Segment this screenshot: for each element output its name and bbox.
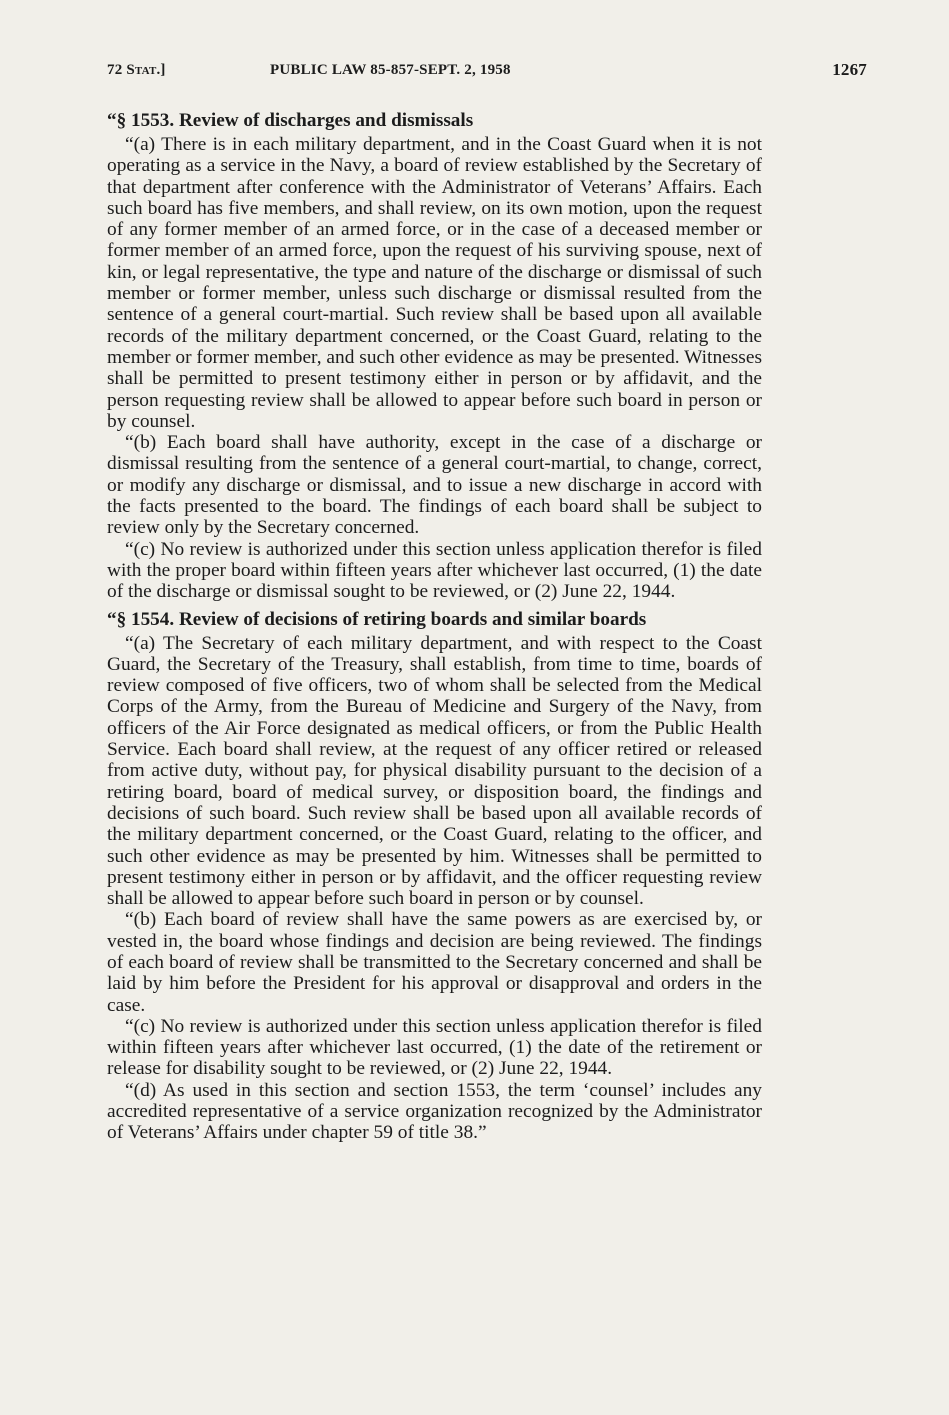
section-1554-paragraph-d: “(d) As used in this section and section 1553, the term ‘counsel’ includes any accredited representative of a service organization recognized by the Administrator of Veterans’ Affairs under chapter 59 of title 38.” [107, 1079, 762, 1144]
page-number: 1267 [832, 60, 867, 79]
section-1554-paragraph-a: “(a) The Secretary of each military department, and with respect to the Coast Guard, the Secretary of the Treasury, shall establish, from time to time, boards of review composed of five officers, two of whom shall be selected from the Medical Corps of the Army, from the Bureau of Medicine and Surgery of the Navy, from officers of the Air Force designated as medical officers, or from the Public Health Service. Each board shall review, at the request of any officer retired or released from active duty, without pay, for physical disability pursuant to the decision of a retiring board, board of medical survey, or disposition board, the findings and decisions of such board. Such review shall be based upon all available records of the military department concerned, or the Coast Guard, relating to the officer, and such other evidence as may be presented by him. Witnesses shall be permitted to present testimony either in person or by affidavit, and the officer requesting review shall be allowed to appear before such board in person or by counsel. [107, 632, 762, 910]
section-1553-heading: “§ 1553. Review of discharges and dismissals [107, 110, 474, 131]
section-1554-paragraph-c: “(c) No review is authorized under this section unless application therefor is filed within fifteen years after whichever last occurred, (1) the date of the retirement or release for disability sought to be reviewed, or (2) June 22, 1944. [107, 1015, 762, 1080]
section-1554-heading: “§ 1554. Review of decisions of retiring boards and similar boards [107, 608, 647, 630]
statute-volume: 72 Stat.] [107, 62, 166, 78]
section-1553-paragraph-a: “(a) There is in each military department, and in the Coast Guard when it is not operating as a service in the Navy, a board of review established by the Secretary of that department after conference with the Administrator of Veterans’ Affairs. Each such board has five members, and shall review, on its own motion, upon the request of any former member of an armed force, or in the case of a deceased member or former member of an armed force, upon the request of his surviving spouse, next of kin, or legal representative, the type and nature of the discharge or dismissal of such member or former member, unless such discharge or dismissal resulted from the sentence of a general court-martial. Such review shall be based upon all available records of the military department concerned, or the Coast Guard, relating to the member or former member, and such other evidence as may be presented. Witnesses shall be permitted to present testimony either in person or by affidavit, and the person requesting review shall be allowed to appear before such board in person or by counsel. [107, 134, 762, 432]
page-body [107, 110, 762, 1144]
section-1553-paragraph-c: “(c) No review is authorized under this section unless application therefor is filed with the proper board within fifteen years after whichever last occurred, (1) the date of the discharge or dismissal sought to be reviewed, or (2) June 22, 1944. [107, 538, 762, 603]
public-law-title: PUBLIC LAW 85-857-SEPT. 2, 1958 [270, 62, 511, 78]
running-header [107, 60, 867, 86]
section-1554-paragraph-b: “(b) Each board of review shall have the same powers as are exercised by, or vested in, the board whose findings and decision are being reviewed. The findings of each board of review shall be transmitted to the Secretary concerned and shall be laid by him before the President for his approval or disapproval and orders in the case. [107, 909, 762, 1016]
section-1553-paragraph-b: “(b) Each board shall have authority, except in the case of a discharge or dismissal resulting from the sentence of a general court-martial, to change, correct, or modify any discharge or dismissal, and to issue a new discharge in accord with the facts presented to the board. The findings of each board shall be subject to review only by the Secretary concerned. [107, 432, 762, 539]
